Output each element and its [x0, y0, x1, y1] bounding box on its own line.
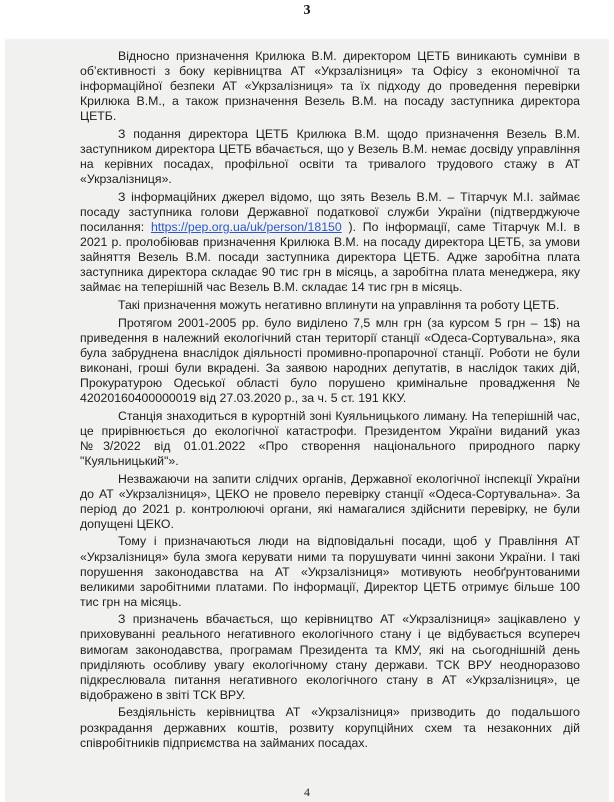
paragraph-7: Незважаючи на запити слідчих органів, Державної екологічної інспекції України до АТ «Укрзалізниця», ЦЕКО не провело перевірку станції «Одеса-Сортувальна». За період до 2021 р. контролюючі органи, які намагалися здійснити перевірку, не були допущені ЦЕКО.	[80, 471, 580, 531]
bottom-page-number: 4	[304, 785, 310, 799]
paragraph-6: Станція знаходиться в курортній зоні Куяльницького лиману. На теперішній час, це прирівнюється до екологічної катастрофи. Президентом України виданий указ №3/2022 від 01.01.2022 «Про створення національного природного парку "Куяльницький"».	[80, 408, 580, 468]
paragraph-3-text-before: З інформаційних джерел відомо, що зять Везель В.М. – Тітарчук М.І. займає посаду заступника голови Державної податкової служби України (підтверджуюче посилання:	[80, 189, 580, 235]
paragraph-3-text-after: ). По інформації, саме Тітарчук М.І. в 2021 р. пролобіював призначення Крилюка В.М. на посаду директора ЦЕТБ, за умови зайняття Везель В.М. посади заступника директора ЦЕТБ. Адже заробітна плата заступника директора складає 90 тис грн в місяць, а заробітна плата менеджера, яку займає на теперішній час Везель В.М. складає 14 тис грн в місяць.	[80, 220, 580, 295]
pep-link[interactable]: https://pep.org.ua/uk/person/18150	[150, 220, 342, 235]
paragraph-9: З призначень вбачається, що керівництво АТ «Укрзалізниця» зацікавлено у приховуванні реального негативного екологічного стану і це відбувається всупереч вимогам законодавства, програмам Президента та КМУ, які на сьогоднішній день приділяють особливу увагу екологічному стану держави. ТСК ВРУ неодноразово підкреслювала питання негативного екологічного стану в АТ «Укрзалізниця», це відображено в звіті ТСК ВРУ.	[80, 612, 580, 702]
top-page-number: 3	[303, 3, 311, 18]
document-body	[80, 49, 580, 753]
paragraph-5: Протягом 2001-2005 рр. було виділено 7,5 млн грн (за курсом 5 грн – 1$) на приведення в належний екологічний стан території станції «Одеса-Сортувальна», яка була забруднена внаслідок діяльності промивно-пропарочної станції. Роботи не були виконані, гроші були вкрадені. За заявою народних депутатів, в наслідок таких дій, Прокуратурою Одеської області було порушено кримінальне провадження № 42020160400000019 від 27.03.2020 р., за ч. 5 ст. 191 ККУ.	[80, 315, 580, 406]
paragraph-1: Відносно призначення Крилюка В.М. директором ЦЕТБ виникають сумніви в об’єктивності з боку керівництва АТ «Укрзалізниця» та Офісу з економічної та інформаційної безпеки АТ «Укрзалізниця» та їх підходу до проведення перевірки Крилюка В.М., а також призначення Везель В.М. на посаду заступника директора ЦЕТБ.	[80, 49, 580, 124]
paragraph-4: Такі призначення можуть негативно вплинути на управління та роботу ЦЕТБ.	[118, 298, 560, 312]
paragraph-2: З подання директора ЦЕТБ Крилюка В.М. щодо призначення Везель В.М. заступником директора ЦЕТБ вбачається, що у Везель В.М. немає досвіду управління на керівних посадах, профільної освіти та тривалого трудового стажу в АТ «Укрзалізниця».	[80, 126, 580, 187]
paragraph-10: Бездіяльність керівництва АТ «Укрзалізниця» призводить до подальшого розкрадання державних коштів, розвиту корупційних схем та незаконних дій співробітників підприємства на займаних посадах.	[80, 705, 580, 750]
paragraph-3	[80, 190, 580, 296]
paragraph-8: Тому і призначаються люди на відповідальні посади, щоб у Правління АТ «Укрзалізниця» була змога керувати ними та порушувати чинні закони України. І такі порушення законодавства на АТ «Укрзалізниця» мотивують необґрунтованими великими заробітними платами. По інформації, Директор ЦЕТБ отримує більше 100 тис грн на місяць.	[80, 534, 580, 609]
